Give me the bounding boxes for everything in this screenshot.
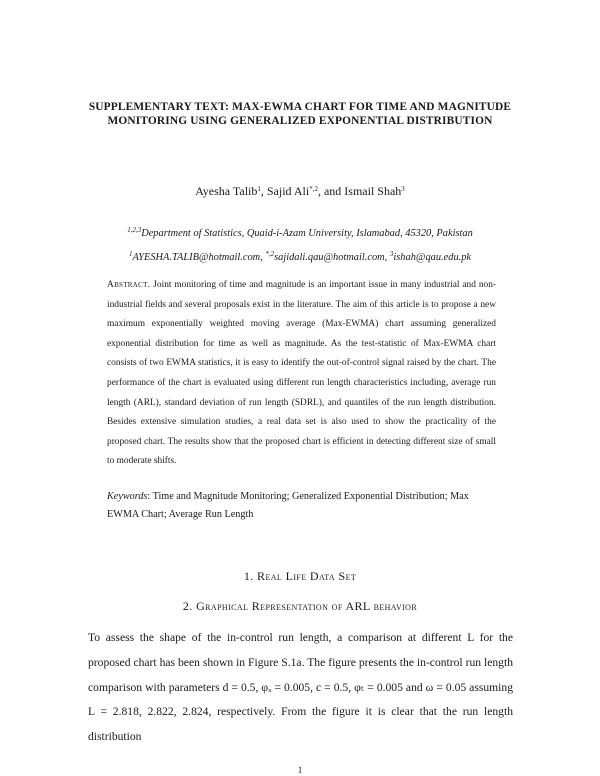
abstract-text: Joint monitoring of time and magnitude is an important issue in many industrial and non-industrial fields and several proposals exist in the literature. The aim of this article is to propose a new maximum exponentially weighted moving average (Max-EWMA) chart assuming generalized exponential distribution for time as well as magnitude. As the test-statistic of Max-EWMA chart consists of two EWMA statistics, it is easy to identify the out-of-control signal raised by the chart. The performance of the chart is evaluated using different run length characteristics including, average run length (ARL), standard deviation of run length (SDRL), and quantiles of the run length distribution. Besides extensive simulation studies, a real data set is also used to show the practicality of the proposed chart. The results show that the proposed chart is efficient in detecting different size of small to moderate shifts.	[107, 280, 497, 467]
author-name: Ismail Shah	[344, 184, 402, 198]
paper-title: SUPPLEMENTARY TEXT: MAX-EWMA CHART FOR TIME AND MAGNITUDE MONITORING USING GENERALIZED EXPONENTIAL DISTRIBUTION	[88, 101, 512, 127]
author-sup: *,2	[309, 185, 318, 193]
author-name: Sajid Ali	[266, 184, 310, 198]
section-heading: 1. Real Life Data Set	[243, 569, 357, 583]
author-sup: 1	[257, 185, 261, 193]
abstract	[107, 276, 496, 472]
author-name: Ayesha Talib	[195, 184, 258, 198]
keywords-label: Keywords	[107, 491, 148, 502]
page-number: 1	[297, 765, 303, 775]
email-list: $^1$AYESHA.TALIB@hotmail.com, $^{*,2}$sajidali.qau@hotmail.com, $^3$ishah@qau.edu.pk	[128, 250, 472, 263]
paragraph-text: To assess the shape of the in-control run length, a comparison at different L for the proposed chart has been shown in Figure S.1a. The figure presents the in-control run length comparison with parameters d = 0.5, φₓ = 0.005, c = 0.5, φₜ = 0.005 and ω = 0.05 assuming L = 2.818, 2.822, 2.824, respectively. From the figure it is clear that the run length distribution	[88, 631, 513, 744]
email-sup: *,2	[265, 250, 275, 258]
email-sup: 1	[128, 250, 133, 258]
abstract-heading: Abstract.	[107, 280, 151, 290]
email-address[interactable]: ishah@qau.edu.pk	[393, 252, 472, 263]
affiliation	[40, 228, 560, 239]
keywords-text: Time and Magnitude Monitoring; Generalized Exponential Distribution; Max EWMA Chart; Average Run Length	[107, 491, 469, 520]
email-address[interactable]: sajidali.qau@hotmail.com	[274, 252, 385, 263]
author-list: Ayesha Talib$^1$, Sajid Ali$^{*,2}$, and Ismail Shah$^3$	[195, 184, 405, 198]
email-sup: 3	[389, 250, 394, 258]
affiliation-text: Department of Statistics, Quaid-i-Azam University, Islamabad, 45320, Pakistan	[141, 228, 473, 239]
author-sup: 3	[401, 185, 405, 193]
subsection-heading: 2. Graphical Representation of ARL behavior	[182, 599, 418, 613]
body-paragraph	[88, 626, 513, 750]
author-connector: , and	[317, 184, 345, 198]
keywords: Keywords: Time and Magnitude Monitoring; Generalized Exponential Distribution; Max EWMA Chart; Average Run Length	[107, 491, 469, 520]
email-address[interactable]: AYESHA.TALIB@hotmail.com	[132, 252, 261, 263]
affiliation-sup: 1,2,3	[127, 226, 142, 234]
